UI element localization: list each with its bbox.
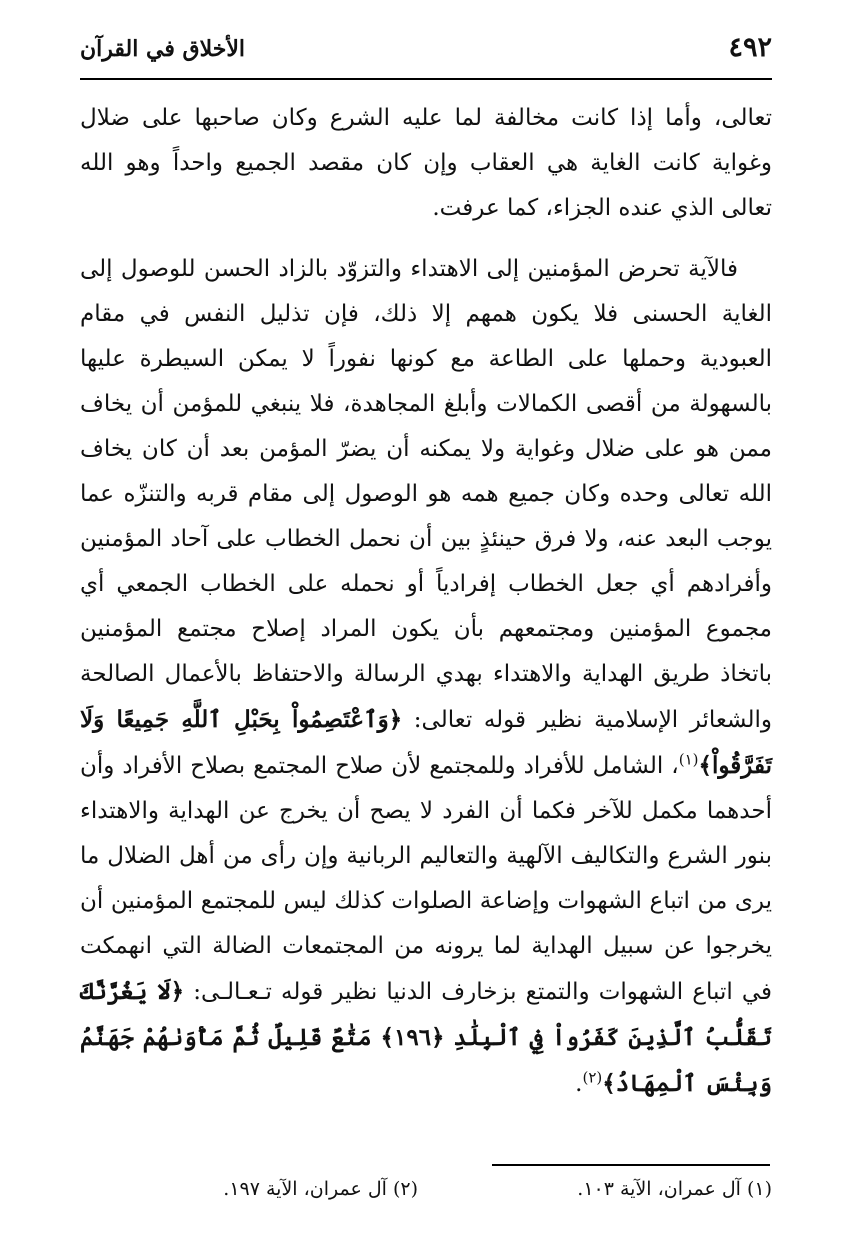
footnotes: [80, 1178, 772, 1218]
paragraph-2: [80, 247, 772, 1107]
paragraph-2-text-a: فالآية تحرض المؤمنين إلى الاهتداء والتزوّد بالزاد الحسن للوصول إلى الغاية الحسنى فلا يكون همهم إلا ذلك، فإن تذليل النفس في مقام العبودية وحملها على الطاعة مع كونها نفوراً لا يمكن السيطرة عليها بالسهولة من أقصى الكمالات وأبلغ المجاهدة، فلا ينبغي للمؤمن أن يخاف ممن هو على ضلال وغواية ولا يمكنه أن يضرّ المؤمن بعد أن كان يخاف الله تعالى وحده وكان جميع همه هو الوصول إلى مقام قربه والتنزّه عما يوجب البعد عنه، ولا فرق حينئذٍ بين أن نحمل الخطاب على آحاد المؤمنين وأفرادهم أي جعل الخطاب إفرادياً أو نحمله على الخطاب الجمعي أي مجموع المؤمنين ومجتمعهم بأن يكون المراد إصلاح مجتمع المؤمنين باتخاذ طريق الهداية والاهتداء بهدي الرسالة والاحتفاظ بالأعمال الصالحة والشعائر الإسلامية نظير قوله تعالى:: [80, 256, 773, 733]
footnote-ref-1: (١): [678, 750, 699, 769]
paragraph-1: تعالى، وأما إذا كانت مخالفة لما عليه الشرع وكان صاحبها على ضلال وغواية كانت الغاية هي العقاب وإن كان مقصد الجميع واحداً وهو الله تعالى الذي عنده الجزاء، كما عرفت.: [80, 105, 772, 221]
main-text: [80, 96, 772, 1107]
paragraph-2-text-b: ، الشامل للأفراد وللمجتمع لأن صلاح المجتمع بصلاح الأفراد وأن أحدهما مكمل للآخر فكما أن الفرد لا يصح أن يخرج عن الهداية والاهتداء بنور الشرع والتكاليف الآلهية والتعاليم الربانية وإن رأى من أهل الضلال ما يرى من اتباع الشهوات وإضاعة الصلوات كذلك ليس للمجتمع المؤمنين أن يخرجوا عن سبيل الهداية لما يرونه من المجتمعات الضالة التي انهمكت في اتباع الشهوات والتمتع بزخارف الدنيا نظير قوله تـعـالـى:: [80, 753, 773, 1005]
page-number: ٤٩٢: [728, 32, 772, 63]
footnote-ref-2: (٢): [582, 1068, 603, 1087]
quran-quote-2: ﴿لَا يَغُرَّنَّكَ تَقَلُّبُ ٱلَّذِينَ كَفَرُواْ فِي ٱلْبِلَٰدِ ﴿١٩٦﴾ مَتَٰعٌ قَلِيلٌ ثُمَّ مَأْوَىٰهُمْ جَهَنَّمُ وَبِئْسَ ٱلْمِهَادُ﴾: [80, 978, 772, 1097]
quran-quote-1: ﴿وَٱعْتَصِمُواْ بِحَبْلِ ٱللَّهِ جَمِيعًا وَلَا تَفَرَّقُواْ﴾: [80, 706, 772, 779]
page-header: [80, 30, 772, 76]
header-divider: [80, 78, 772, 80]
footnote-2: (٢) آل عمران، الآية ١٩٧.: [223, 1178, 418, 1200]
footnote-divider: [492, 1164, 770, 1166]
paragraph-2-end: .: [575, 1071, 583, 1097]
footnote-1: (١) آل عمران، الآية ١٠٣.: [577, 1178, 772, 1200]
running-title: الأخلاق في القرآن: [80, 36, 245, 62]
